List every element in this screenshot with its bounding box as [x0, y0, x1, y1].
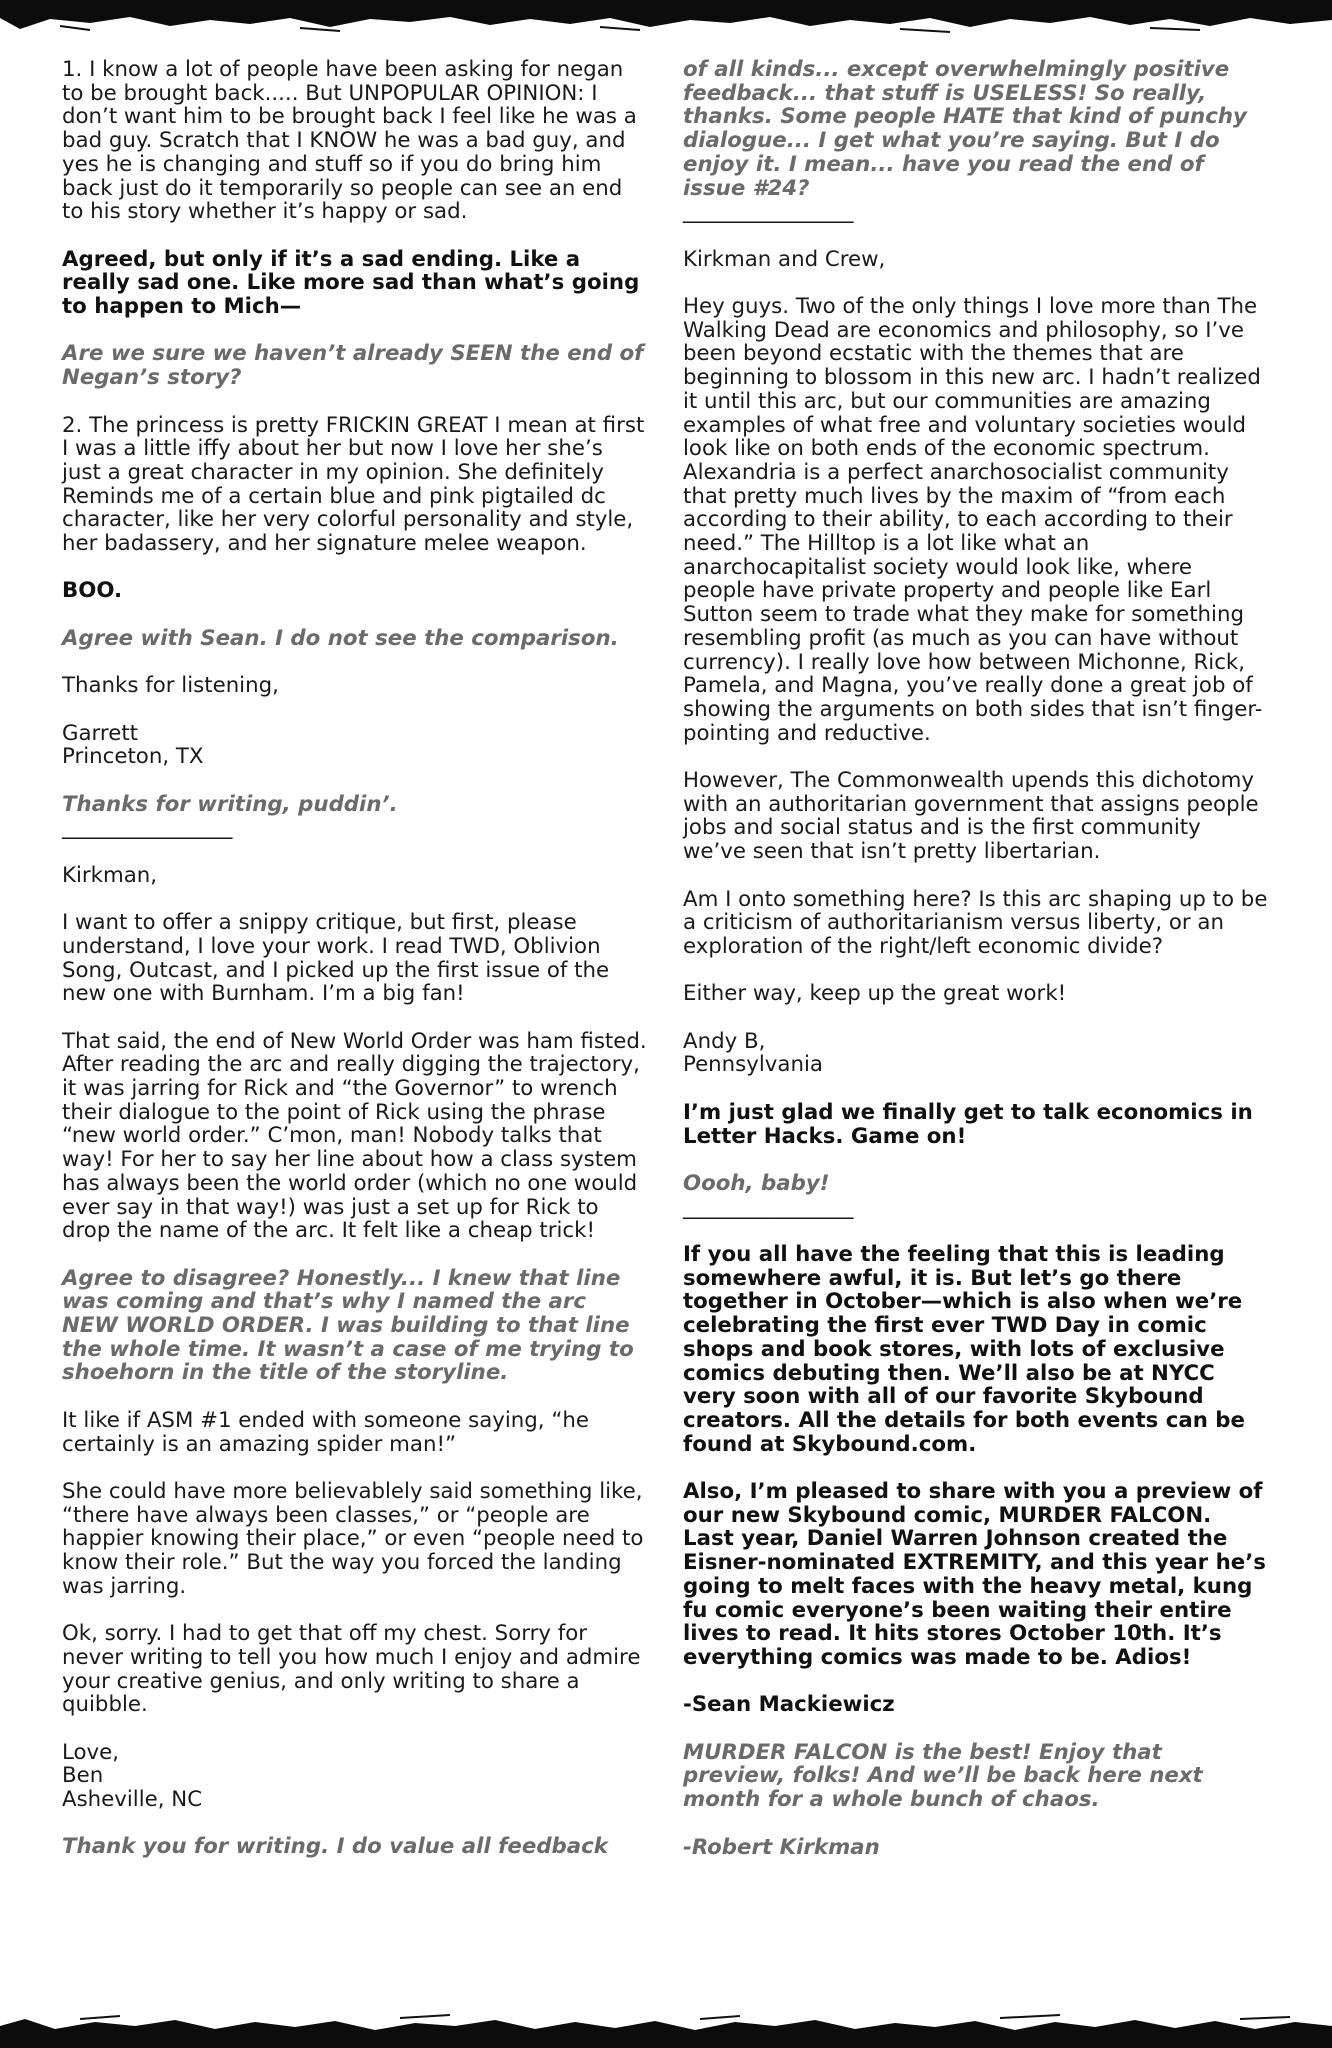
editor-response: MURDER FALCON is the best! Enjoy that preview, folks! And we’ll be back here next month for a whole bunch of chaos. [683, 1739, 1203, 1813]
editor-response: Thanks for writing, puddin’. [62, 791, 398, 817]
letter-paragraph: Ok, sorry. I had to get that off my chest. Sorry for never writing to tell you how much I enjoy and admire your creative genius, and only writing to share a quibble. [62, 1621, 641, 1718]
letters-right-column [683, 58, 1268, 1859]
letter-paragraph: That said, the end of New World Order was ham fisted. After reading the arc and really digging the trajectory, it was jarring for Rick and “the Governor” to wrench their dialogue to the point of Rick using the phrase “new world order.” C’mon, man! Nobody talks that way! For her to say her line about how a class system has always been the world order (which no one would ever say in that way!) was just a set up for Rick to drop the name of the arc. It felt like a cheap trick! [62, 1028, 647, 1244]
editor-response: Oooh, baby! [683, 1170, 830, 1196]
letter-paragraph: However, The Commonwealth upends this dichotomy with an authoritarian government that assigns people jobs and social status and is the first community we’ve seen that isn’t pretty libertarian. [683, 768, 1259, 865]
letter-paragraph: Andy B, Pennsylvania [683, 1028, 823, 1078]
editor-response: of all kinds... except overwhelmingly positive feedback... that stuff is USELESS! So really, thanks. Some people HATE that kind of punchy dialogue... I get what you’re saying. But I do enjoy it. I mean... have you read the end of issue #24? [683, 57, 1247, 201]
letter-paragraph: Love, Ben Asheville, NC [62, 1739, 203, 1813]
editor-response: Agree to disagree? Honestly... I knew that line was coming and that’s why I named the arc NEW WORLD ORDER. I was building to that line the whole time. It wasn’t a case of me trying to shoehorn in the title of the storyline. [62, 1265, 634, 1386]
letters-left-column [62, 58, 647, 1859]
letter-paragraph: Am I onto something here? Is this arc shaping up to be a criticism of authoritarianism versus liberty, or an exploration of the right/left economic divide? [683, 886, 1268, 959]
letter-paragraph: I want to offer a snippy critique, but first, please understand, I love your work. I read TWD, Oblivion Song, Outcast, and I picked up the first issue of the new one with Burnham. I’m a big fan! [62, 910, 610, 1007]
letter-paragraph: It like if ASM #1 ended with someone saying, “he certainly is an amazing spider man!” [62, 1407, 589, 1457]
letter-paragraph: 2. The princess is pretty FRICKIN GREAT I mean at first I was a little iffy about her but now I love her she’s just a great character in my opinion. She definitely Reminds me of a certain blue and pink pigtailed dc character, like her very colorful personality and style, her badassery, and her signature melee weapon. [62, 412, 645, 557]
editor-response: -Robert Kirkman [683, 1834, 880, 1860]
editor-response: Agreed, but only if it’s a sad ending. Like a really sad one. Like more sad than what’s going to happen to Mich— [62, 246, 640, 320]
editor-response: -Sean Mackiewicz [683, 1692, 895, 1718]
section-divider: ________________ [62, 815, 233, 841]
letter-paragraph: Kirkman and Crew, [683, 246, 886, 272]
top-torn-border [0, 0, 1332, 40]
letter-paragraph: She could have more believablely said something like, “there have always been classes,” or “people are happier knowing their place,” or even “people need to know their role.” But the way you forced the landing was jarring. [62, 1478, 644, 1599]
letter-paragraph: Kirkman, [62, 862, 158, 888]
bottom-torn-border [0, 2010, 1332, 2048]
letter-paragraph: Either way, keep up the great work! [683, 981, 1067, 1007]
editor-response: Also, I’m pleased to share with you a preview of our new Skybound comic, MURDER FALCON. Last year, Daniel Warren Johnson created the Eisner-nominated EXTREMITY, and this year he’s going to melt faces with the heavy metal, kung fu comic everyone’s been waiting their entire lives to read. It hits stores October 10th. It’s everything comics was made to be. Adios! [683, 1479, 1266, 1670]
section-divider: ________________ [683, 1194, 854, 1220]
letter-paragraph: Thanks for listening, [62, 673, 279, 699]
letter-paragraph: Garrett Princeton, TX [62, 720, 204, 770]
editor-response: If you all have the feeling that this is leading somewhere awful, it is. But let’s go there together in October—which is also when we’re celebrating the first ever TWD Day in comic shops and book stores, with lots of exclusive comics debuting then. We’ll also be at NYCC very soon with all of our favorite Skybound creators. All the details for both events can be found at Skybound.com. [683, 1242, 1245, 1457]
editor-response: BOO. [62, 578, 123, 604]
section-divider: ________________ [683, 199, 854, 225]
letter-paragraph: 1. I know a lot of people have been asking for negan to be brought back..... But UNPOPULAR OPINION: I don’t want him to be brought back I feel like he was a bad guy. Scratch that I KNOW he was a bad guy, and yes he is changing and stuff so if you do bring him back just do it temporarily so people can see an end to his story whether it’s happy or sad. [62, 57, 637, 225]
editor-response: Are we sure we haven’t already SEEN the end of Negan’s story? [62, 341, 644, 391]
editor-response: Thank you for writing. I do value all feedback [62, 1834, 608, 1860]
letter-paragraph: Hey guys. Two of the only things I love more than The Walking Dead are economics and philosophy, so I’ve been beyond ecstatic with the themes that are beginning to blossom in this new arc. I hadn’t realized it until this arc, but our communities are amazing examples of what free and voluntary societies would look like on both ends of the economic spectrum. Alexandria is a perfect anarchosocialist community that pretty much lives by the maxim of “from each according to their ability, to each according to their need.” The Hilltop is a lot like what an anarchocapitalist society would look like, where people have private property and people like Earl Sutton seem to trade what they make for something resembling profit (as much as you can have without currency). I really love how between Michonne, Rick, Pamela, and Magna, you’ve really done a great job of showing the arguments on both sides that isn’t finger-pointing and reductive. [683, 294, 1263, 746]
editor-response: Agree with Sean. I do not see the comparison. [62, 625, 619, 651]
editor-response: I’m just glad we finally get to talk economics in Letter Hacks. Game on! [683, 1099, 1253, 1149]
